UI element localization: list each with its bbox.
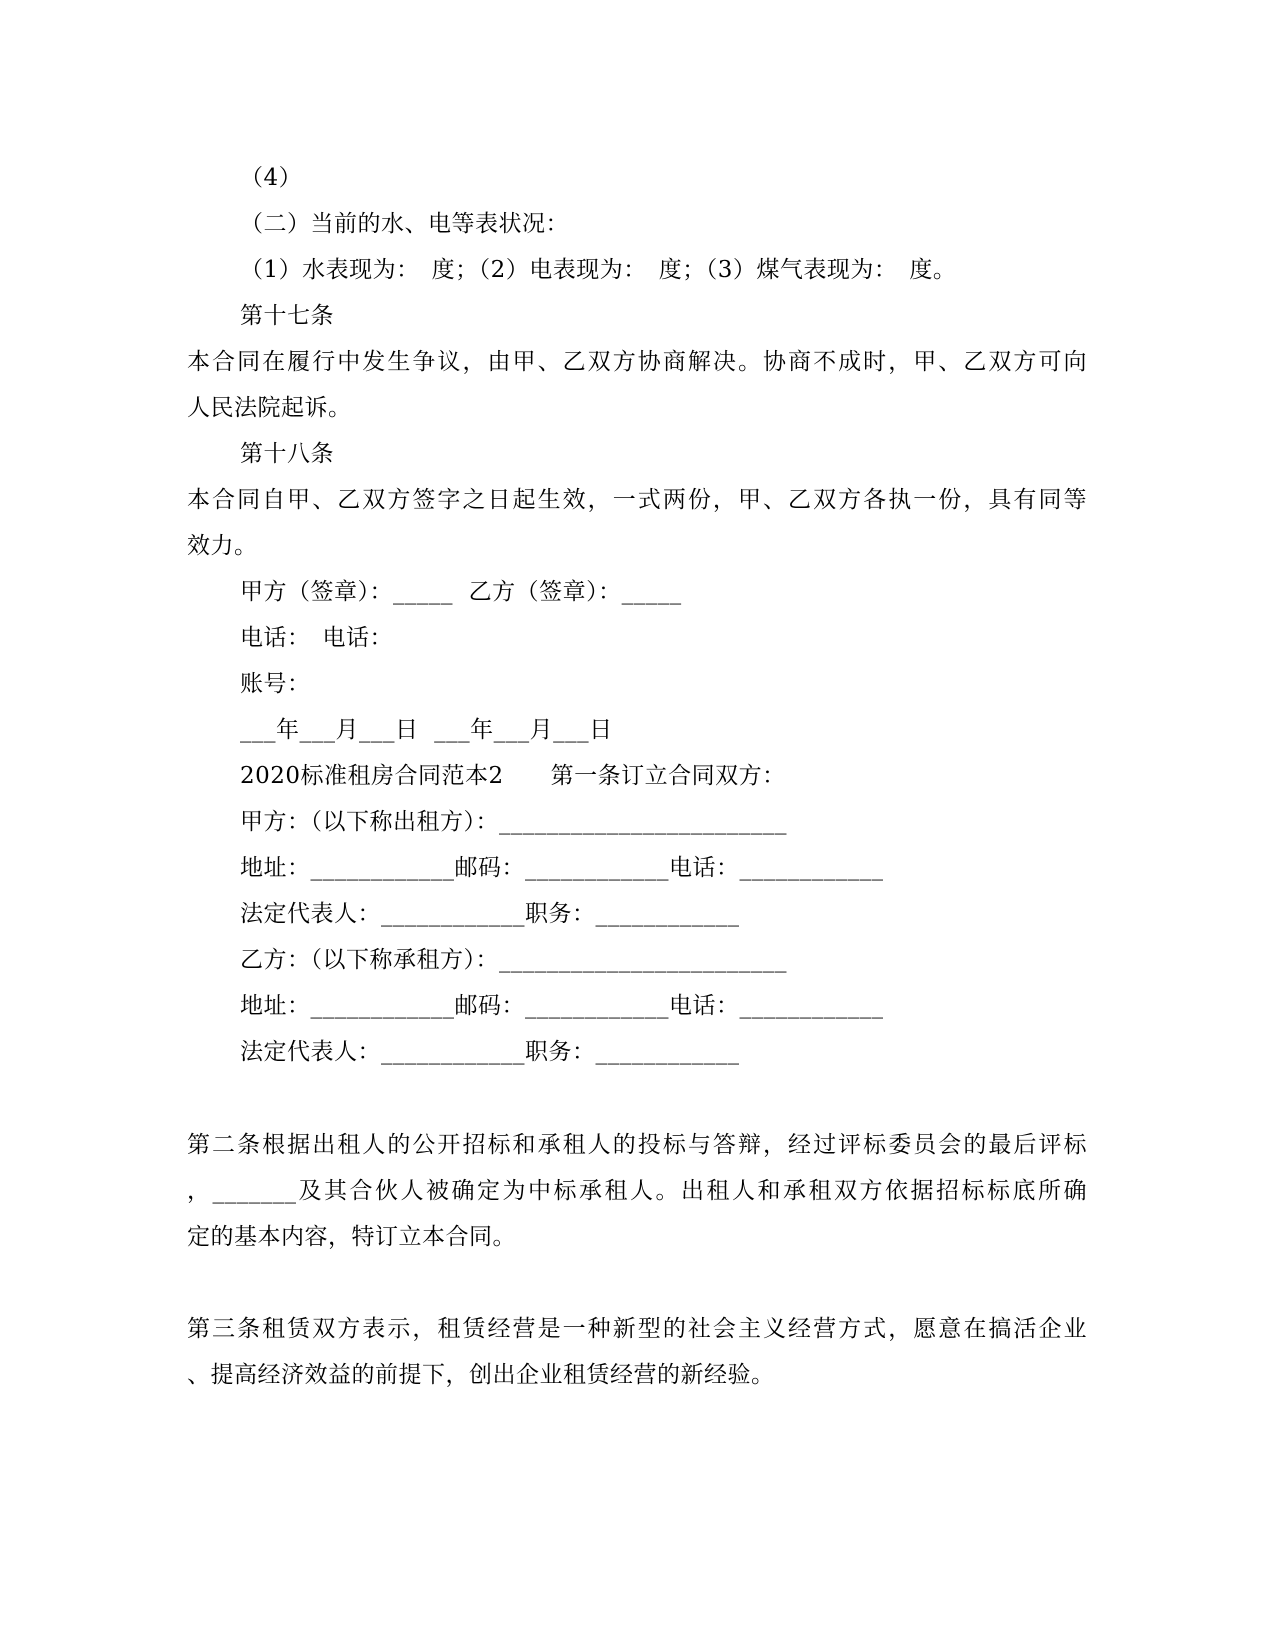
article-17-text-line1: 本合同在履行中发生争议，由甲、乙双方协商解决。协商不成时，甲、乙双方可向 [187, 349, 1087, 375]
party-a-line: 甲方：（以下称出租方）：________________________ [240, 809, 787, 835]
contract-2-heading: 2020标准租房合同范本2 第一条订立合同双方： [240, 763, 786, 789]
signature-line: 甲方（签章）：_____ 乙方（签章）：_____ [240, 579, 682, 605]
date-line: ___年___月___日 ___年___月___日 [240, 717, 613, 743]
article-3-text-line2: 、提高经济效益的前提下，创出企业租赁经营的新经验。 [187, 1362, 775, 1388]
article-2-text-line1: 第二条根据出租人的公开招标和承租人的投标与答辩，经过评标委员会的最后评标 [187, 1132, 1087, 1158]
article-17-text-line2: 人民法院起诉。 [187, 395, 352, 421]
party-b-line: 乙方：（以下称承租方）：________________________ [240, 947, 787, 973]
party-b-representative-line: 法定代表人：____________职务：____________ [240, 1039, 740, 1065]
item-4: （4） [240, 165, 303, 191]
article-3-text-line1: 第三条租赁双方表示，租赁经营是一种新型的社会主义经营方式，愿意在搞活企业 [187, 1316, 1087, 1342]
party-a-representative-line: 法定代表人：____________职务：____________ [240, 901, 740, 927]
article-2-text-line2: ，_______及其合伙人被确定为中标承租人。出租人和承租双方依据招标标底所确 [187, 1178, 1087, 1204]
article-17-title: 第十七条 [240, 303, 334, 329]
party-b-address-line: 地址：____________邮码：____________电话：____________ [240, 993, 884, 1019]
account-line: 账号： [240, 671, 311, 697]
party-a-address-line: 地址：____________邮码：____________电话：____________ [240, 855, 884, 881]
article-18-title: 第十八条 [240, 441, 334, 467]
article-18-text-line1: 本合同自甲、乙双方签字之日起生效，一式两份，甲、乙双方各执一份，具有同等 [187, 487, 1087, 513]
meter-status-heading: （二）当前的水、电等表状况： [240, 211, 569, 237]
phone-line: 电话： 电话： [240, 625, 393, 651]
meter-readings: （1）水表现为： 度；（2）电表现为： 度；（3）煤气表现为： 度。 [240, 257, 957, 283]
article-18-text-line2: 效力。 [187, 533, 258, 559]
article-2-text-line3: 定的基本内容，特订立本合同。 [187, 1224, 516, 1250]
